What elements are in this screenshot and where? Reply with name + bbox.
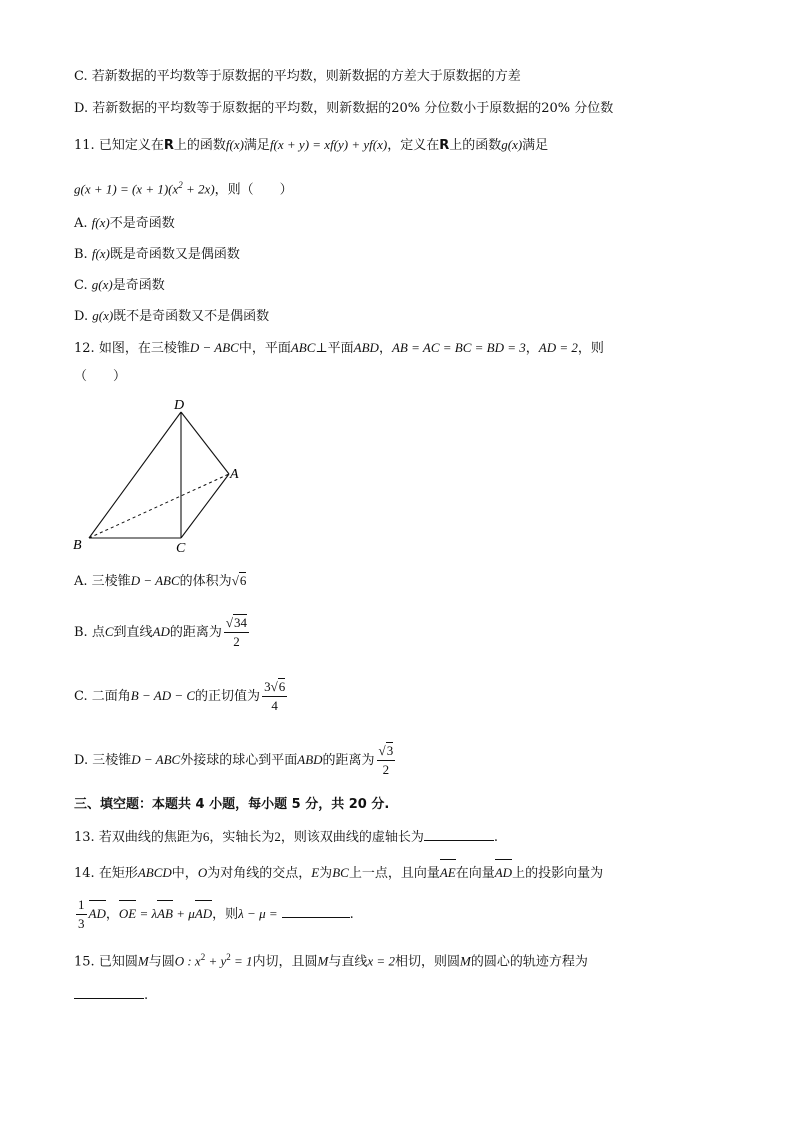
vertex-label-a: A: [230, 467, 239, 482]
q11-text: 满足: [243, 138, 270, 153]
q11-text: 已知定义在: [98, 138, 164, 153]
q14-text: 为: [319, 866, 333, 881]
q15-number: 15.: [74, 954, 95, 970]
segment-bc: BC: [332, 865, 349, 880]
q12-number: 12.: [74, 341, 95, 356]
q11-R: R: [163, 138, 174, 153]
edge-db: [89, 412, 181, 538]
q10-option-c: C. 若新数据的平均数等于原数据的平均数，则新数据的方差大于原数据的方差: [74, 69, 521, 84]
point-c: C: [104, 624, 114, 639]
q14-text: 上一点，且向量: [348, 866, 440, 881]
q14-text: 在向量: [455, 866, 495, 881]
point-e: E: [311, 865, 320, 880]
lambda: = λ: [136, 906, 158, 921]
fraction-denominator: 3: [78, 916, 85, 931]
q12-option-a: A. 三棱锥D − ABC的体积为√6: [74, 573, 247, 589]
q13-real-axis: 2: [274, 829, 281, 844]
circle-o-equation: + y: [205, 953, 227, 969]
answer-blank[interactable]: [424, 828, 494, 841]
perp-symbol: ⊥: [315, 341, 328, 356]
q11-number: 11.: [74, 138, 95, 153]
option-text: 的体积为: [179, 574, 232, 589]
line-x2: x = 2: [367, 953, 395, 969]
circle-m: M: [137, 953, 149, 969]
option-label: A.: [74, 574, 88, 589]
q14-text: 为对角线的交点，: [207, 866, 312, 881]
option-label: D.: [74, 753, 89, 768]
period: .: [144, 988, 149, 1003]
q11-option-d: [74, 307, 269, 326]
q11-fx: f(x): [91, 215, 110, 230]
q14-text: 在矩形: [98, 866, 138, 881]
sqrt-radicand: 6: [239, 573, 247, 588]
period: .: [493, 830, 499, 845]
q15-text: 内切，且圆: [252, 954, 318, 970]
option-text: 三棱锥: [92, 753, 132, 768]
q15-text: 与圆: [148, 954, 175, 970]
option-label: D.: [74, 309, 89, 324]
vector-ad: AD: [494, 865, 513, 880]
q11-gx: g(x): [501, 137, 523, 152]
answer-blank[interactable]: [74, 986, 144, 999]
option-text: 既是奇函数又是偶函数: [109, 247, 240, 262]
q12-comma: ，: [525, 341, 539, 356]
q14-line2: [74, 896, 354, 933]
q11-option-c: [74, 276, 165, 295]
q12-ad-length: AD = 2: [538, 340, 578, 355]
q11-option-b: [74, 245, 240, 264]
q12-option-b: [74, 614, 251, 651]
vector-ad: AD: [194, 906, 213, 921]
circle-m: M: [459, 953, 471, 969]
q11-R: R: [439, 138, 450, 153]
option-label: C.: [74, 689, 88, 704]
sqrt-radicand: 6: [278, 679, 286, 694]
tetrahedron-figure: [66, 392, 256, 560]
q11-gx: g(x): [92, 308, 114, 323]
coefficient: 3: [264, 679, 271, 694]
fraction: [76, 896, 87, 933]
edge-ca: [181, 474, 229, 538]
option-label: C.: [74, 278, 88, 293]
q12-tetrahedron: D − ABC: [131, 752, 181, 767]
q11-fx: f(x): [91, 246, 110, 261]
option-text: 三棱锥: [91, 574, 131, 589]
vector-ad: AD: [88, 906, 106, 921]
q12-plane-abc: ABC: [290, 340, 316, 355]
q11-stem-line2: [74, 176, 293, 199]
q14-comma: ，: [105, 907, 119, 922]
q12-tetrahedron: D − ABC: [189, 340, 239, 355]
q11-exponent: 2: [178, 180, 183, 190]
q13: [74, 828, 498, 847]
option-text: 的距离为: [169, 625, 222, 640]
q15-text: 的圆心的轨迹方程为: [470, 954, 588, 970]
line-ad: AD: [152, 624, 170, 639]
vertex-label-d: D: [174, 398, 185, 413]
answer-blank[interactable]: [282, 905, 350, 918]
circle-o-equation: O : x: [174, 953, 201, 969]
option-text: 二面角: [91, 689, 131, 704]
exponent: 2: [226, 952, 231, 962]
option-label: A.: [74, 216, 88, 231]
period: .: [349, 907, 354, 922]
q12-text: 平面: [327, 341, 354, 356]
fraction: $\frac{√34}{2}$: [225, 615, 248, 649]
rectangle-abcd: ABCD: [137, 865, 172, 880]
q11-g-definition: g(x + 1) = (x + 1)(x: [74, 181, 179, 197]
q12-option-d: [74, 742, 397, 779]
option-text: 的距离为: [322, 753, 375, 768]
section-title: 三、填空题：本题共 4 小题，每小题 5 分，共 20 分.: [74, 797, 390, 812]
q11-text: 满足: [522, 138, 549, 153]
q12-text: ，则: [577, 341, 604, 356]
q12-text: 中，平面: [238, 341, 291, 356]
option-label: B.: [74, 625, 88, 640]
edge-da: [181, 412, 229, 474]
q11-option-a: [74, 214, 175, 233]
q10-option-d: D. 若新数据的平均数等于原数据的平均数，则新数据的20% 分位数小于原数据的20% 分位数: [74, 101, 614, 116]
fraction-denominator: 2: [382, 762, 390, 777]
q14-number: 14.: [74, 866, 95, 881]
option-text: 既不是奇函数又不是偶函数: [113, 309, 270, 324]
q12-comma: ，: [378, 341, 392, 356]
fraction: $\frac{√3}{2}$: [378, 743, 394, 777]
q13-number: 13.: [74, 830, 95, 845]
mu: + μ: [173, 906, 195, 921]
sqrt-radicand: 34: [234, 615, 248, 630]
q13-text: 若双曲线的焦距为: [98, 830, 203, 845]
fraction-numerator: 1: [76, 896, 87, 915]
q11-text: 上的函数: [173, 138, 226, 153]
option-text: 外接球的球心到平面: [180, 753, 298, 768]
q12-plane-abd: ABD: [353, 340, 379, 355]
option-text: 到直线: [113, 625, 153, 640]
q11-text: ，定义在: [387, 138, 440, 153]
q15-text: 与直线: [328, 954, 368, 970]
q12-option-c: [74, 678, 289, 715]
circle-m: M: [317, 953, 329, 969]
option-label: B.: [74, 247, 88, 262]
q14-line1: [74, 864, 603, 883]
vertex-label-c: C: [176, 541, 186, 556]
dihedral-angle: B − AD − C: [130, 688, 196, 703]
vector-ae: AE: [439, 865, 456, 880]
edge-ba-hidden: [89, 474, 229, 538]
point-o: O: [197, 865, 208, 880]
q12-answer-paren: （ ）: [74, 369, 127, 384]
plane-abd: ABD: [297, 752, 323, 767]
option-text: 点: [91, 625, 105, 640]
q13-text: ，则该双曲线的虚轴长为: [280, 830, 424, 845]
q12-stem-line1: [74, 339, 604, 358]
fraction: $\frac{3√6}{4}$: [264, 679, 286, 713]
q11-stem-line1: [74, 136, 548, 155]
q11-text: ，则（ ）: [214, 182, 293, 198]
vertex-label-b: B: [73, 538, 82, 553]
circle-o-equation: = 1: [230, 953, 253, 969]
q12-lengths: AB = AC = BC = BD = 3: [391, 340, 526, 355]
q12-tetrahedron: D − ABC: [130, 573, 180, 588]
option-text: 的正切值为: [195, 689, 261, 704]
q15-text: 已知圆: [98, 954, 138, 970]
q11-g-definition-end: + 2x): [182, 181, 215, 197]
q14-text: 上的投影向量为: [512, 866, 604, 881]
q11-text: 上的函数: [449, 138, 502, 153]
fraction-denominator: 2: [233, 634, 240, 649]
q12-text: 如图，在三棱锥: [98, 341, 190, 356]
option-text: 不是奇函数: [109, 216, 175, 231]
exponent: 2: [200, 952, 206, 962]
fraction-denominator: 4: [271, 698, 278, 713]
q13-focal-distance: 6: [202, 829, 210, 844]
sqrt-radicand: 3: [386, 743, 394, 758]
q14-text: ，则: [212, 907, 239, 922]
lambda-minus-mu: λ − μ =: [238, 906, 278, 921]
q11-gx: g(x): [91, 277, 113, 292]
q11-functional-equation: f(x + y) = xf(y) + yf(x): [269, 137, 388, 152]
q14-text: 中，: [171, 866, 198, 881]
vector-oe: OE: [118, 906, 137, 921]
q15-line2: [74, 986, 148, 1005]
q11-fx: f(x): [225, 137, 244, 152]
q15-line1: [74, 948, 588, 971]
vector-ab: AB: [157, 906, 173, 921]
q13-text: ，实轴长为: [209, 830, 275, 845]
q15-text: 相切，则圆: [394, 954, 460, 970]
option-text: 是奇函数: [112, 278, 165, 293]
